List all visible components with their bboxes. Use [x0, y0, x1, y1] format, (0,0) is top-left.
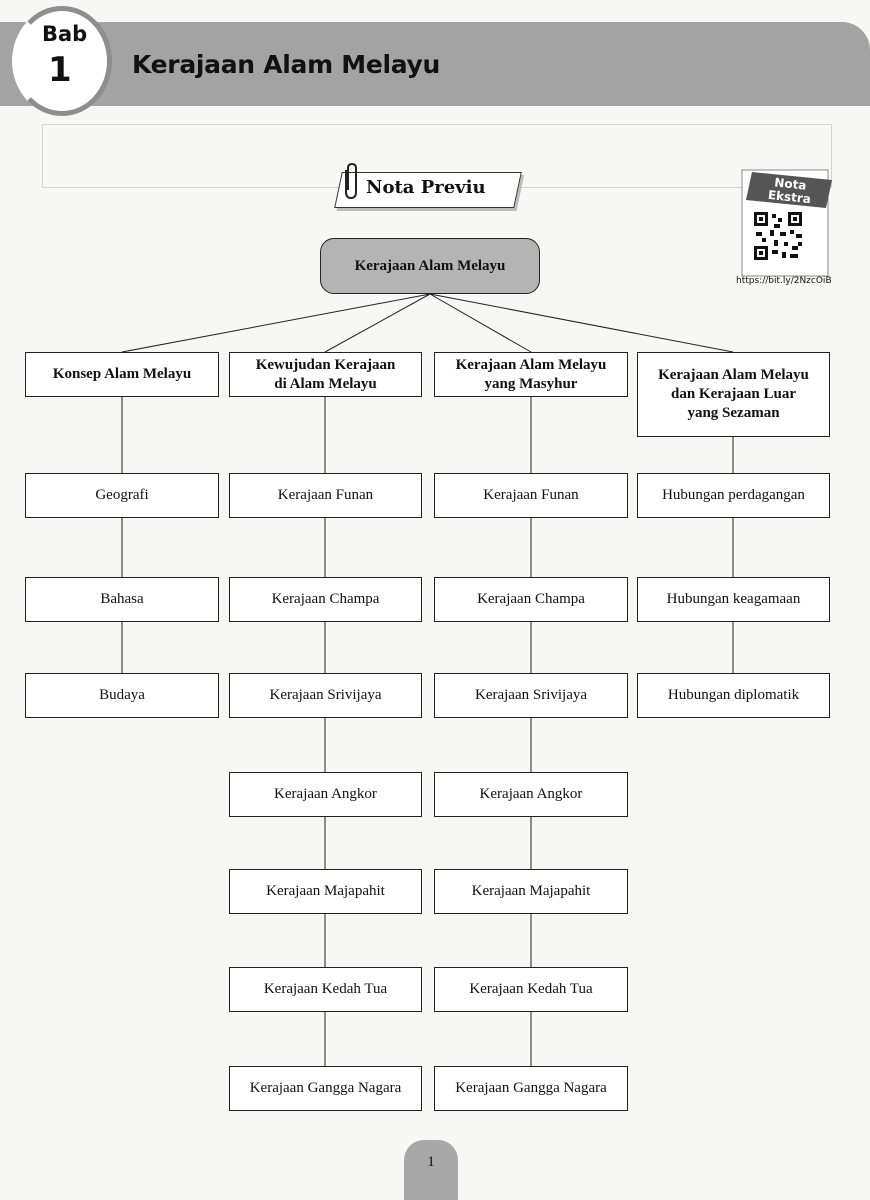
heading-line: yang Masyhur [484, 375, 578, 392]
item-hubungan-keagamaan: Hubungan keagamaan [637, 577, 830, 622]
nota-preview-label: Nota Previu [366, 177, 486, 198]
mindmap-root: Kerajaan Alam Melayu [320, 238, 540, 294]
item-kerajaan-majapahit: Kerajaan Majapahit [434, 869, 628, 914]
chapter-title: Kerajaan Alam Melayu [132, 50, 441, 79]
item-kerajaan-angkor: Kerajaan Angkor [229, 772, 422, 817]
item-geografi: Geografi [25, 473, 219, 518]
item-kerajaan-funan: Kerajaan Funan [434, 473, 628, 518]
heading-line: Kerajaan Alam Melayu [455, 356, 607, 373]
heading-line: yang Sezaman [687, 404, 780, 421]
item-kerajaan-kedah-tua: Kerajaan Kedah Tua [434, 967, 628, 1012]
heading-kerajaan-masyhur [434, 352, 628, 397]
item-kerajaan-kedah-tua: Kerajaan Kedah Tua [229, 967, 422, 1012]
chapter-number: 1 [48, 50, 72, 90]
page-number: 1 [427, 1154, 435, 1170]
item-kerajaan-srivijaya: Kerajaan Srivijaya [229, 673, 422, 718]
item-kerajaan-champa: Kerajaan Champa [229, 577, 422, 622]
heading-line: Konsep Alam Melayu [52, 366, 192, 383]
item-kerajaan-angkor: Kerajaan Angkor [434, 772, 628, 817]
item-kerajaan-srivijaya: Kerajaan Srivijaya [434, 673, 628, 718]
item-hubungan-diplomatik: Hubungan diplomatik [637, 673, 830, 718]
item-bahasa: Bahasa [25, 577, 219, 622]
item-kerajaan-gangga-nagara: Kerajaan Gangga Nagara [434, 1066, 628, 1111]
item-kerajaan-champa: Kerajaan Champa [434, 577, 628, 622]
item-hubungan-perdagangan: Hubungan perdagangan [637, 473, 830, 518]
chapter-label: Bab [42, 22, 88, 46]
heading-line: dan Kerajaan Luar [670, 386, 796, 403]
item-budaya: Budaya [25, 673, 219, 718]
heading-line: Kewujudan Kerajaan [255, 356, 396, 373]
nota-ekstra-label-2: Ekstra [767, 187, 812, 207]
heading-line: di Alam Melayu [274, 375, 377, 392]
nota-ekstra-url[interactable]: https://bit.ly/2NzcOiB [736, 276, 832, 286]
heading-konsep-alam-melayu [25, 352, 219, 397]
heading-kerajaan-sezaman [637, 352, 830, 437]
item-kerajaan-gangga-nagara: Kerajaan Gangga Nagara [229, 1066, 422, 1111]
heading-line: Kerajaan Alam Melayu [658, 367, 809, 384]
nota-ekstra-label-1: Nota [773, 175, 808, 193]
item-kerajaan-funan: Kerajaan Funan [229, 473, 422, 518]
item-kerajaan-majapahit: Kerajaan Majapahit [229, 869, 422, 914]
heading-kewujudan-kerajaan [229, 352, 422, 397]
